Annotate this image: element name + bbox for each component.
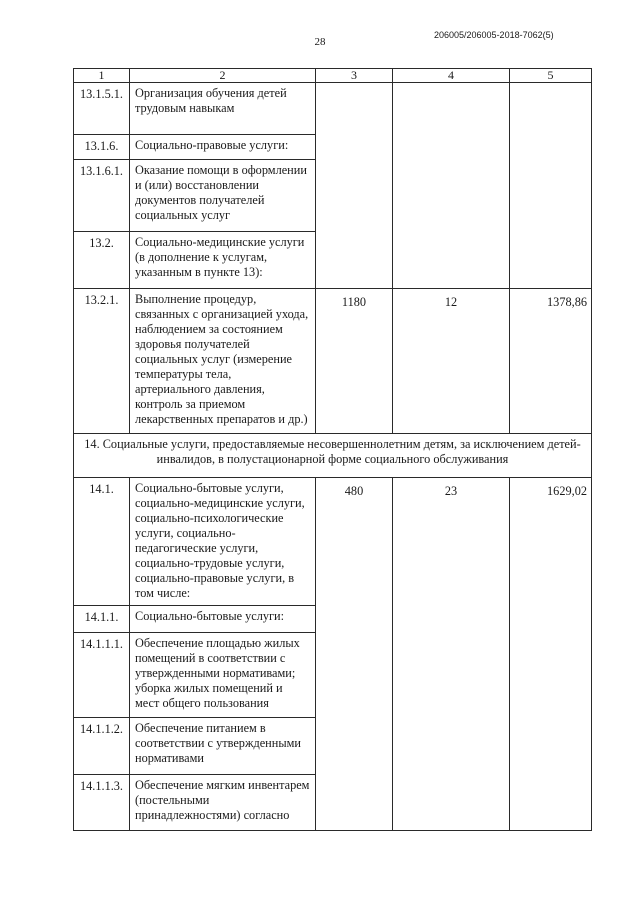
document-code: 206005/206005-2018-7062(5) bbox=[434, 30, 554, 40]
row-number: 13.1.6.1. bbox=[74, 160, 130, 232]
table-row bbox=[74, 478, 592, 606]
row-number: 14.1. bbox=[74, 478, 130, 606]
row-number: 13.1.5.1. bbox=[74, 83, 130, 135]
service-name: Социально-бытовые услуги, социально-медицинские услуги, социально-психологические услуги, социально-педагогические услуги, социально-трудовые услуги, социально-правовые услуги, в том числе: bbox=[130, 478, 316, 606]
row-number: 13.2. bbox=[74, 232, 130, 289]
service-name: Выполнение процедур, связанных с организацией ухода, наблюдением за состоянием здоровья получателей социальных услуг (измерение температуры тела, артериального давления, контроль за приемом лекарственных препаратов и др.) bbox=[130, 289, 316, 434]
empty-cell bbox=[510, 83, 592, 289]
column-header-2: 2 bbox=[130, 69, 316, 83]
row-number: 13.1.6. bbox=[74, 135, 130, 160]
service-name: Организация обучения детей трудовым навыкам bbox=[130, 83, 316, 135]
page-number: 28 bbox=[314, 36, 326, 48]
value-col4: 23 bbox=[393, 478, 510, 831]
section-row bbox=[74, 434, 592, 478]
empty-cell bbox=[393, 83, 510, 289]
value-col5: 1629,02 bbox=[510, 478, 592, 831]
row-number: 14.1.1. bbox=[74, 606, 130, 633]
value-col5: 1378,86 bbox=[510, 289, 592, 434]
service-name: Обеспечение питанием в соответствии с утвержденными нормативами bbox=[130, 718, 316, 775]
column-header-3: 3 bbox=[316, 69, 393, 83]
column-header-4: 4 bbox=[393, 69, 510, 83]
services-table bbox=[73, 68, 592, 831]
table-row bbox=[74, 83, 592, 135]
table-row bbox=[74, 289, 592, 434]
service-name: Обеспечение мягким инвентарем (постельными принадлежностями) согласно bbox=[130, 775, 316, 831]
row-number: 14.1.1.1. bbox=[74, 633, 130, 718]
column-header-5: 5 bbox=[510, 69, 592, 83]
row-number: 13.2.1. bbox=[74, 289, 130, 434]
column-header-1: 1 bbox=[74, 69, 130, 83]
service-name: Социально-медицинские услуги (в дополнение к услугам, указанным в пункте 13): bbox=[130, 232, 316, 289]
row-number: 14.1.1.3. bbox=[74, 775, 130, 831]
empty-cell bbox=[316, 83, 393, 289]
service-name: Оказание помощи в оформлении и (или) восстановлении документов получателей социальных услуг bbox=[130, 160, 316, 232]
table-header-row bbox=[74, 69, 592, 83]
service-name: Социально-правовые услуги: bbox=[130, 135, 316, 160]
section-heading: 14. Социальные услуги, предоставляемые несовершеннолетним детям, за исключением детей-инвалидов, в полустационарной форме социального обслуживания bbox=[74, 434, 592, 478]
value-col3: 480 bbox=[316, 478, 393, 831]
row-number: 14.1.1.2. bbox=[74, 718, 130, 775]
service-name: Социально-бытовые услуги: bbox=[130, 606, 316, 633]
service-name: Обеспечение площадью жилых помещений в соответствии с утвержденными нормативами; уборка жилых помещений и мест общего пользования bbox=[130, 633, 316, 718]
value-col4: 12 bbox=[393, 289, 510, 434]
value-col3: 1180 bbox=[316, 289, 393, 434]
